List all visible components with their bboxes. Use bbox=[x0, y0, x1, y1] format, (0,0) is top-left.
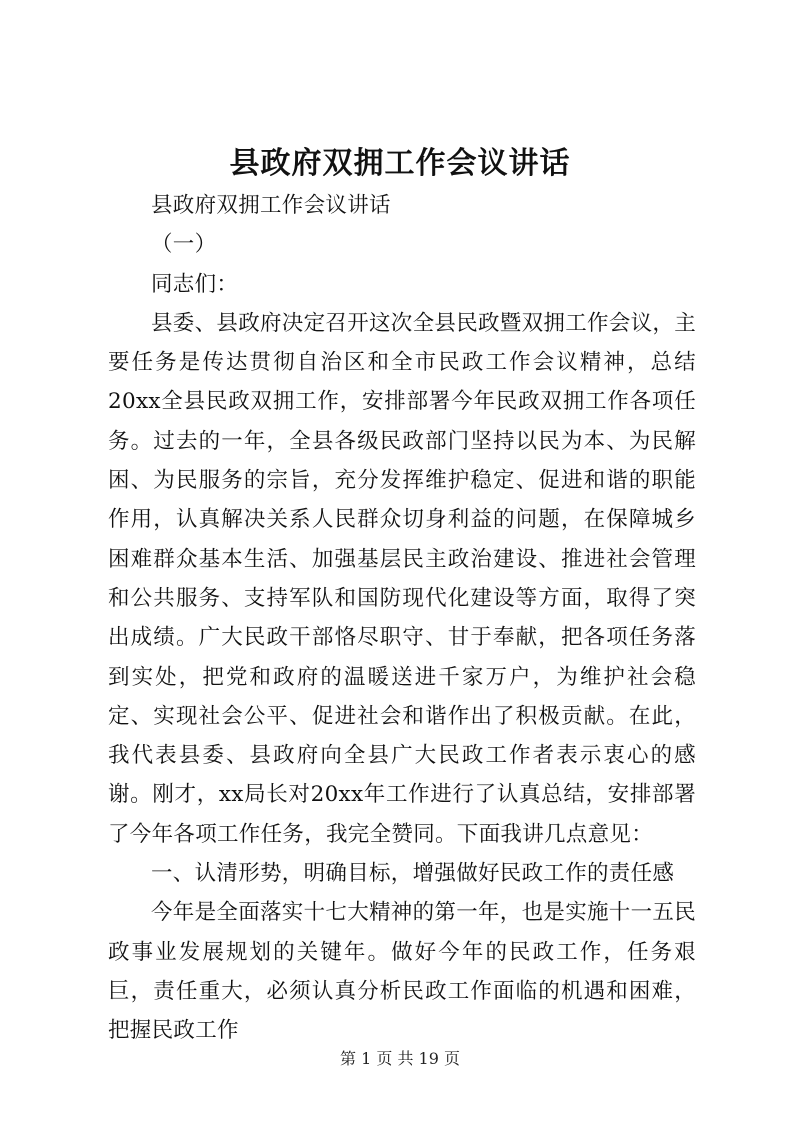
section-marker: （一） bbox=[151, 232, 217, 258]
paragraph-1: 县委、县政府决定召开这次全县民政暨双拥工作会议，主要任务是传达贯彻自治区和全市民政工作会议精神，总结20xx全县民政双拥工作，安排部署今年民政双拥工作各项任务。过去的一年，全县各级民政部门坚持以民为本、为民解困、为民服务的宗旨，充分发挥维护稳定、促进和谐的职能作用，认真解决关系人民群众切身利益的问题，在保障城乡困难群众基本生活、加强基层民主政治建设、推进社会管理和公共服务、支持军队和国防现代化建设等方面，取得了突出成绩。广大民政干部恪尽职守、甘于奉献，把各项任务落到实处，把党和政府的温暖送进千家万户，为维护社会稳定、实现社会公平、促进社会和谐作出了积极贡献。在此，我代表县委、县政府向全县广大民政工作者表示衷心的感谢。刚才，xx局长对20xx年工作进行了认真总结，安排部署了今年各项工作任务，我完全赞同。下面我讲几点意见： bbox=[108, 310, 697, 847]
section-heading-1: 一、认清形势，明确目标，增强做好民政工作的责任感 bbox=[151, 861, 675, 887]
paragraph-2: 今年是全面落实十七大精神的第一年，也是实施十一五民政事业发展规划的关键年。做好今年的民政工作，任务艰巨，责任重大，必须认真分析民政工作面临的机遇和困难，把握民政工作 bbox=[108, 900, 697, 1044]
page-footer: 第 1 页 共 19 页 bbox=[340, 1049, 460, 1068]
document-title: 县政府双拥工作会议讲话 bbox=[229, 146, 571, 181]
document-subtitle: 县政府双拥工作会议讲话 bbox=[151, 193, 391, 218]
salutation: 同志们： bbox=[151, 271, 239, 297]
document-body bbox=[108, 186, 696, 1051]
